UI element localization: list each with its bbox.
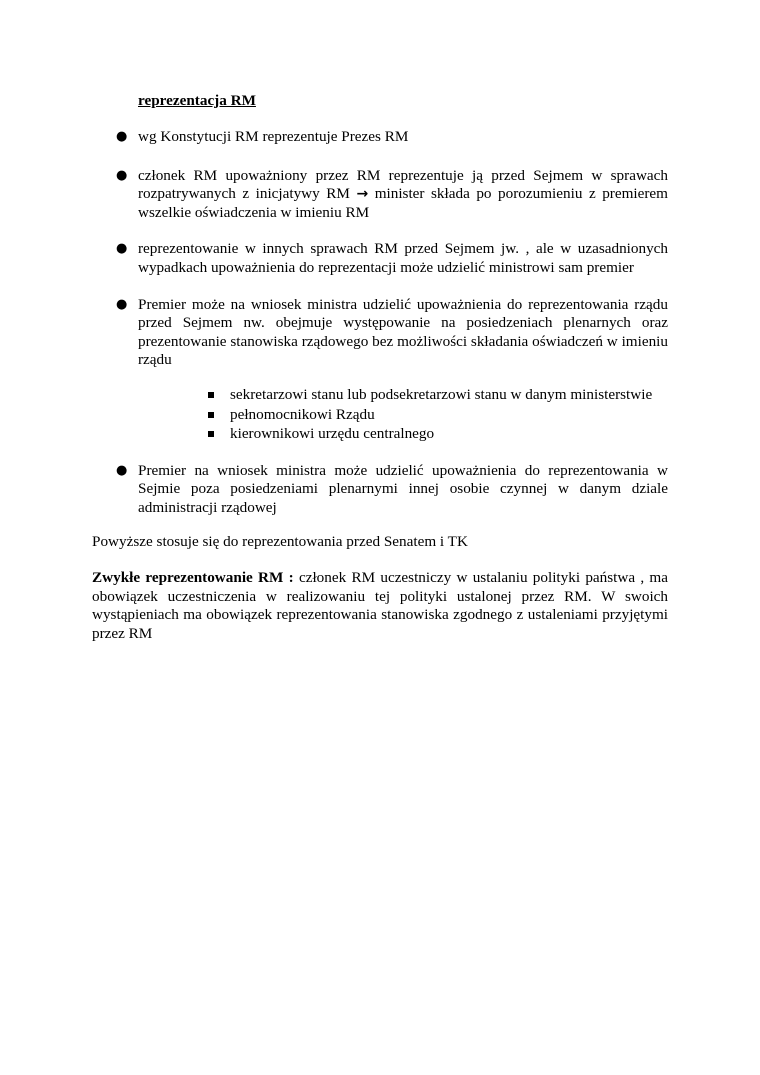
sub-list-item-text: sekretarzowi stanu lub podsekretarzowi stanu w danym ministerstwie [230,385,653,403]
sub-list [230,386,668,444]
sub-list-item-text: pełnomocnikowi Rządu [230,405,375,423]
list-item [116,461,668,518]
bullet-dot-icon: ● [116,462,128,478]
arrow-right-icon: → [356,186,369,203]
paragraph-senate-tk: Powyższe stosuje się do reprezentowania przed Senatem i TK [92,533,468,550]
sub-list-item [230,406,668,425]
bullet-dot-icon: ● [116,296,128,312]
list-item [116,295,668,444]
sub-list-item [230,425,668,444]
square-bullet-icon [208,412,214,418]
list-item-text: wg Konstytucji RM reprezentuje Prezes RM [138,128,409,145]
paragraph-text: członek RM uczestniczy w ustalaniu polityki państwa , ma obowiązek uczestniczenia w realizowaniu tej polityki ustalonej przez RM. W swoich wystąpieniach ma obowiązek reprezentowania stanowiska zgodnego z ustaleniami przyjętymi przez RM [92,569,668,642]
bullet-dot-icon: ● [116,129,128,144]
paragraph-ordinary-representation [92,569,668,643]
list-item [116,128,668,147]
bullet-list [0,128,760,518]
section-heading: reprezentacja RM [138,92,256,109]
list-item-text: reprezentowanie w innych sprawach RM przed Sejmem jw. , ale w uzasadnionych wypadkach upoważnienia do reprezentacji może udzielić ministrowi sam premier [138,240,668,276]
square-bullet-icon [208,392,214,398]
sub-list-item-text: kierownikowi urzędu centralnego [230,425,435,443]
sub-list-item [230,386,668,405]
list-item-text: minister składa po porozumieniu z premierem wszelkie oświadczenia w imieniu RM [138,185,668,221]
list-item-text: Premier może na wniosek ministra udzielić upoważnienia do reprezentowania rządu przed Sejmem nw. obejmuje występowanie na posiedzeniach plenarnych oraz prezentowanie stanowiska rządowego bez możliwości składania oświadczeń w imieniu rządu [138,295,668,369]
paragraph-lead: Zwykłe reprezentowanie RM : [92,569,294,586]
bullet-dot-icon: ● [116,167,128,183]
bullet-dot-icon: ● [116,241,128,257]
list-item [116,240,668,277]
square-bullet-icon [208,431,214,437]
list-item [116,166,668,223]
list-item-text: członek RM upoważniony przez RM reprezentuje ją przed Sejmem w sprawach rozpatrywanych z inicjatywy RM [138,166,668,203]
list-item-text: Premier na wniosek ministra może udzielić upoważnienia do reprezentowania w Sejmie poza posiedzeniami plenarnymi innej osobie czynnej w danym dziale administracji rządowej [138,461,668,516]
